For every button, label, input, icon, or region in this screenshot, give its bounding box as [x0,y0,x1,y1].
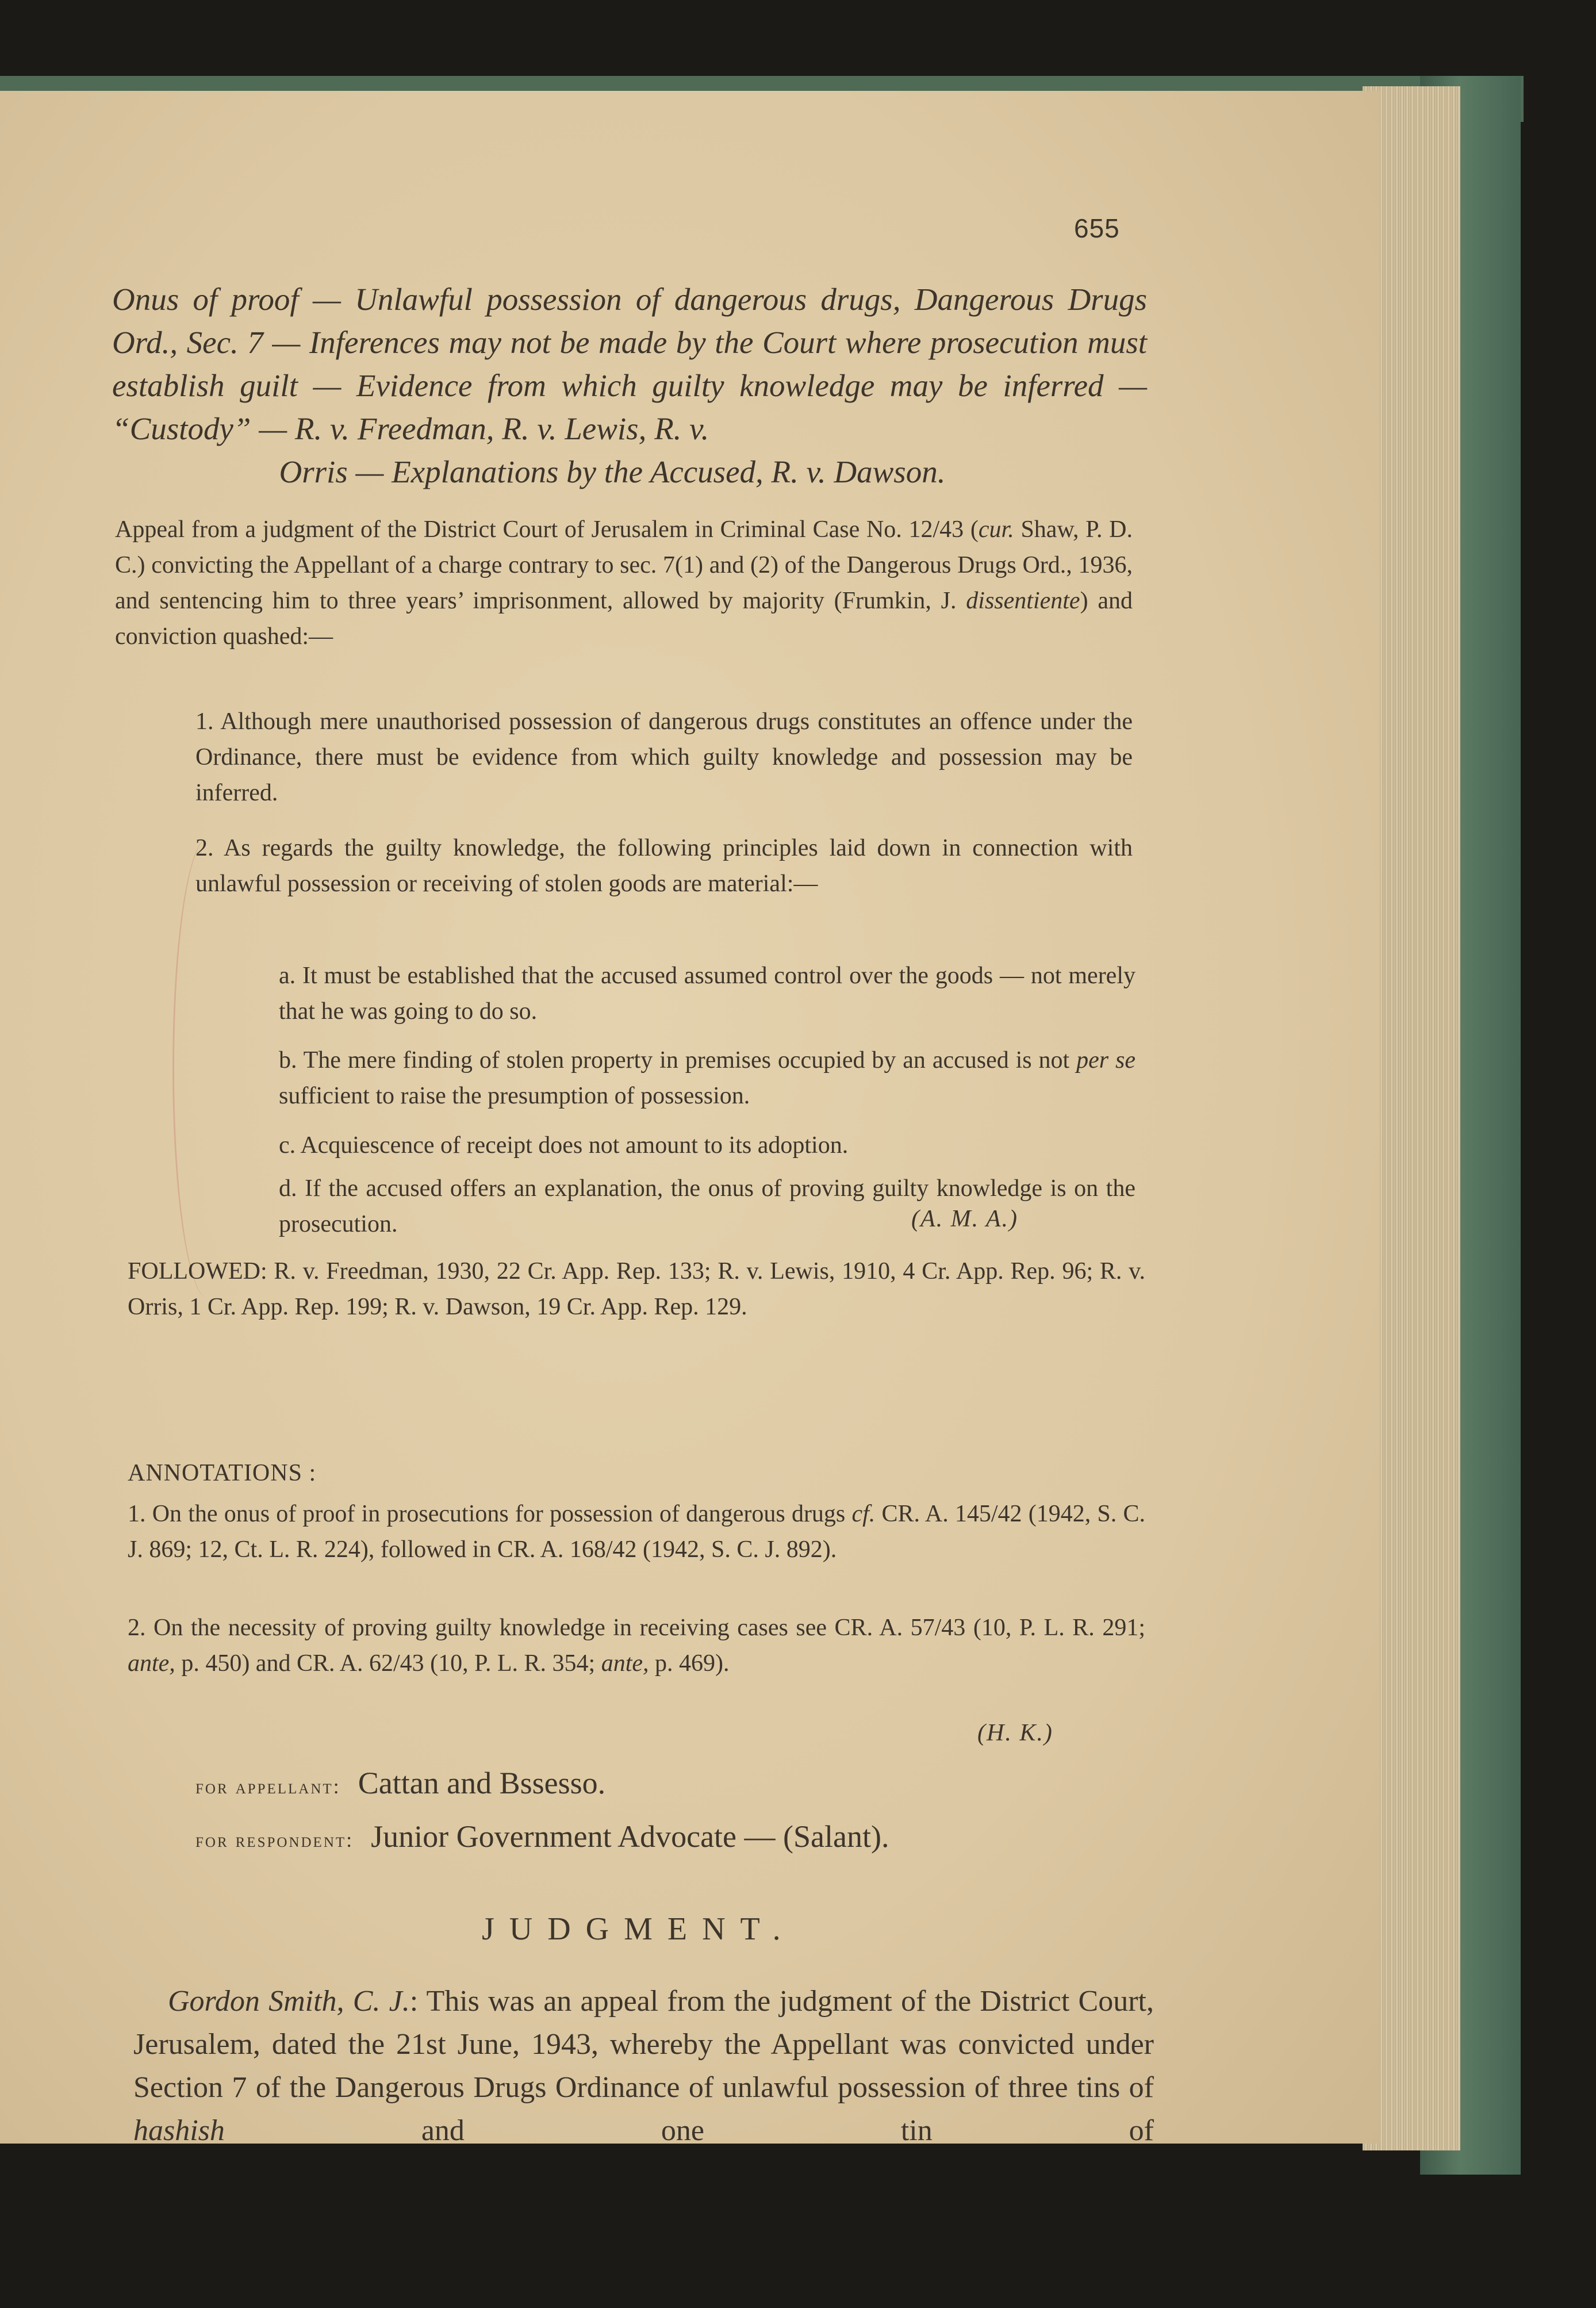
headnote [112,278,1147,493]
appeal-dissentiente: dissentiente [966,588,1080,614]
judgment-text-b: and one tin of [224,2114,1154,2147]
annotations-heading: ANNOTATIONS : [128,1460,317,1486]
judgment-text [133,1980,1154,2195]
annotation-signature: (H. K.) [977,1720,1053,1746]
counsel-respondent [195,1819,889,1854]
appeal-text-b: Shaw, P. D. C.) convicting the Appellant of a charge contrary to sec. 7(1) and (2) of the Dangerous Drugs Ord., 1936, and sentencing him to three years’ imprisonment, allowed by majority (Frumkin, J. [115,516,1133,614]
headnote-line1: Onus of proof — Unlawful possession of dangerous drugs, Dangerous Drugs Ord., Sec. 7 — Inferences may not be made by the Court where prosecution must establish guilt — Evidence from which guilty knowledge may be inferred — “Custody” — R. v. Freedman, R. v. Lewis, R. v. [112,282,1147,446]
judge-name: Gordon Smith, C. J. [168,1985,410,2018]
counsel-appellant [195,1765,605,1801]
appeal-text-c: ) and conviction quashed:— [115,588,1133,650]
followed-cases: FOLLOWED: R. v. Freedman, 1930, 22 Cr. App. Rep. 133; R. v. Lewis, 1910, 4 Cr. App. Rep. 96; R. v. Orris, 1 Cr. App. Rep. 199; R. v. Dawson, 19 Cr. App. Rep. 129. [128,1258,1145,1320]
annotation-2 [128,1610,1145,1681]
annotation-2-pre: 2. On the necessity of proving guilty knowledge in receiving cases see CR. A. 57/43 (10, P. L. R. 291; [128,1615,1145,1641]
annotation-1-pre: 1. On the onus of proof in prosecutions for possession of dangerous drugs [128,1501,852,1527]
judgment-hashish: hashish [133,2114,225,2147]
holding-2d: d. If the accused offers an explanation, the onus of proving guilty knowledge is on the prosecution. [279,1175,1135,1237]
page-number: 655 [1074,213,1120,243]
annotation-1-cf: cf. [851,1501,876,1527]
holding-2c: c. Acquiescence of receipt does not amount to its adoption. [279,1132,849,1159]
annotation-2-mid: p. 450) and CR. A. 62/43 (10, P. L. R. 354; [175,1650,601,1677]
pencil-mark [172,838,243,1298]
holding-signature: (A. M. A.) [911,1206,1019,1232]
annotation-2-post: p. 469). [649,1650,730,1677]
annotation-1 [128,1496,1145,1567]
annotation-2-ante-1: ante, [128,1650,175,1677]
holding-2b-post: sufficient to raise the presumption of possession. [279,1083,750,1109]
counsel-appellant-name: Cattan and Bssesso. [358,1766,606,1800]
holding-2b-italic: per se [1076,1047,1135,1074]
holding-2a: a. It must be established that the accused assumed control over the goods — not merely that he was going to do so. [279,963,1135,1025]
headnote-line2: Orris — Explanations by the Accused, R. v. Dawson. [279,454,946,489]
holding-2: 2. As regards the guilty knowledge, the following principles laid down in connection with unlawful possession or receiving of stolen goods are material:— [195,835,1133,897]
counsel-respondent-label: for respondent: [195,1828,354,1851]
annotation-1-post: CR. A. 145/42 (1942, S. C. J. 869; 12, Ct. L. R. 224), followed in CR. A. 168/42 (1942, S. C. J. 892). [128,1501,1145,1563]
appeal-summary [115,512,1133,654]
holding-2b [279,1042,1135,1114]
appeal-text-a: Appeal from a judgment of the District Court of Jerusalem in Criminal Case No. 12/43 ( [115,516,979,543]
holding-1: 1. Although mere unauthorised possession of dangerous drugs constitutes an offence under the Ordinance, there must be evidence from which guilty knowledge and possession may be inferred. [195,708,1133,806]
judgment-title: JUDGMENT. [482,1911,796,1947]
book-page [0,91,1380,2147]
annotation-2-ante-2: ante, [601,1650,649,1677]
counsel-respondent-name: Junior Government Advocate — (Salant). [371,1819,889,1854]
holding-2b-pre: b. The mere finding of stolen property in premises occupied by an accused is not [279,1047,1077,1074]
counsel-appellant-label: for appellant: [195,1775,341,1798]
appeal-cur: cur. [978,516,1014,543]
judgment-text-a: : This was an appeal from the judgment of the District Court, Jerusalem, dated the 21st June, 1943, whereby the Appellant was convicted under Section 7 of the Dangerous Drugs Ordinance of unlawful possession of three tins of [133,1985,1154,2104]
